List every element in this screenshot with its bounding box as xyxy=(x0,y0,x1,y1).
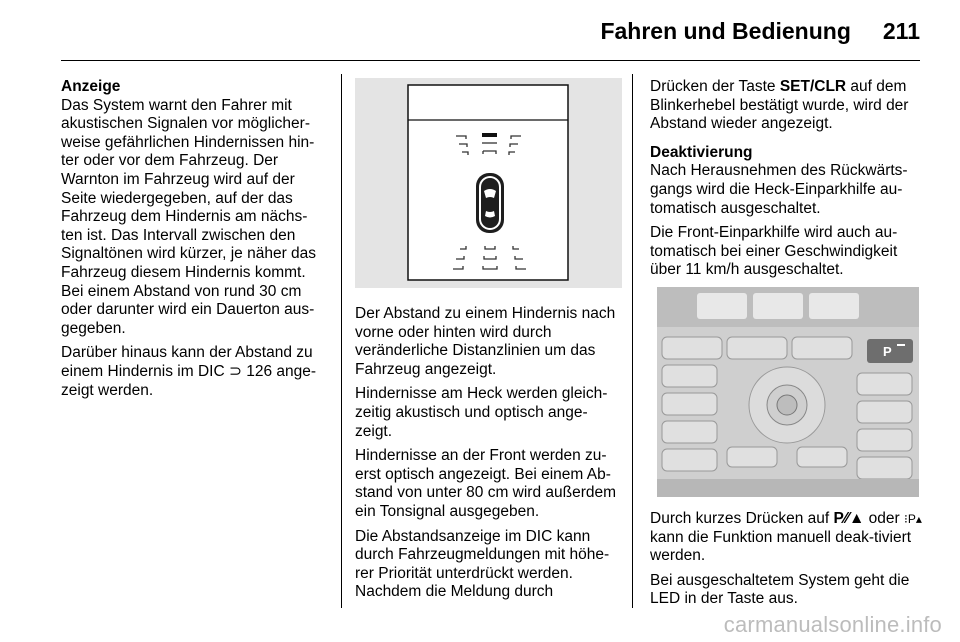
paragraph: Die Front-Einparkhilfe wird auch au-tomatisch bei einer Geschwindigkeit über 11 km/h ausgeschaltet. xyxy=(650,224,898,279)
middle-column xyxy=(355,305,623,608)
car-icon xyxy=(476,173,504,233)
paragraph: Drücken der Taste SET/CLR auf dem Blinkerhebel bestätigt wurde, wird der Abstand wieder angezeigt. xyxy=(650,78,909,133)
section-heading-deaktivierung: Deaktivierung xyxy=(650,143,753,161)
right-column-bottom xyxy=(650,510,922,615)
paragraph: Nach Herausnehmen des Rückwärts-gangs wird die Heck-Einparkhilfe au-tomatisch ausgeschaltet. xyxy=(650,162,908,217)
paragraph: Durch kurzes Drücken auf P⁄⁄▲ oder ⁝P▴ kann die Funktion manuell deak-tiviert werden. xyxy=(650,510,922,565)
center-console-photo xyxy=(657,287,919,497)
park-assist-button-label: P xyxy=(883,344,892,359)
header-rule xyxy=(61,60,920,61)
header-title xyxy=(600,18,920,45)
paragraph: Hindernisse am Heck werden gleich-zeitig akustisch und optisch ange-zeigt. xyxy=(355,385,608,440)
column-divider-2 xyxy=(632,74,633,608)
set-clr-key-label: SET/CLR xyxy=(779,78,847,95)
paragraph: Hindernisse an der Front werden zu-erst optisch angezeigt. Bei einem Ab-stand von unter 80 cm wird außerdem ein Tonsignal ausgegeben. xyxy=(355,447,617,520)
paragraph: Der Abstand zu einem Hindernis nach vorne oder hinten wird durch veränderliche Distanzlinien um das Fahrzeug angezeigt. xyxy=(355,305,616,378)
chapter-title: Fahren und Bedienung xyxy=(600,18,851,44)
paragraph: Bei ausgeschaltetem System geht die LED in der Taste aus. xyxy=(650,571,910,608)
paragraph: Das System warnt den Fahrer mit akustischen Signalen vor möglicher-weise gefährlichen Hindernissen hin-ter oder vor dem Fahrzeug. Der Warnton im Fahrzeug wird auf der Seite wiedergegeben, auf der das Fahrzeug dem Hindernis am nächs-ten ist. Das Intervall zwischen den Signaltönen wird kürzer, je näher das Fahrzeug diesem Hindernis kommt. Bei einem Abstand von rund 30 cm oder darunter wird ein Dauerton aus-gegeben. xyxy=(61,96,317,337)
paragraph: Die Abstandsanzeige im DIC kann durch Fahrzeugmeldungen mit höhe-rer Priorität unterdrückt werden. Nachdem die Meldung durch xyxy=(355,527,610,601)
park-assist-symbol-icon: P⁄⁄▲ xyxy=(833,510,865,527)
column-divider-1 xyxy=(341,74,342,608)
watermark: carmanualsonline.info xyxy=(723,612,942,637)
page-number: 211 xyxy=(882,18,920,44)
right-column-top xyxy=(650,78,922,286)
section-heading-anzeige: Anzeige xyxy=(61,78,121,95)
left-column xyxy=(61,78,325,406)
paragraph: Darüber hinaus kann der Abstand zu einem Hindernis im DIC ⊃ 126 ange-zeigt werden. xyxy=(61,344,317,399)
parking-display-illustration xyxy=(355,78,622,288)
park-assist-alt-symbol-icon: ⁝P▴ xyxy=(904,512,922,526)
